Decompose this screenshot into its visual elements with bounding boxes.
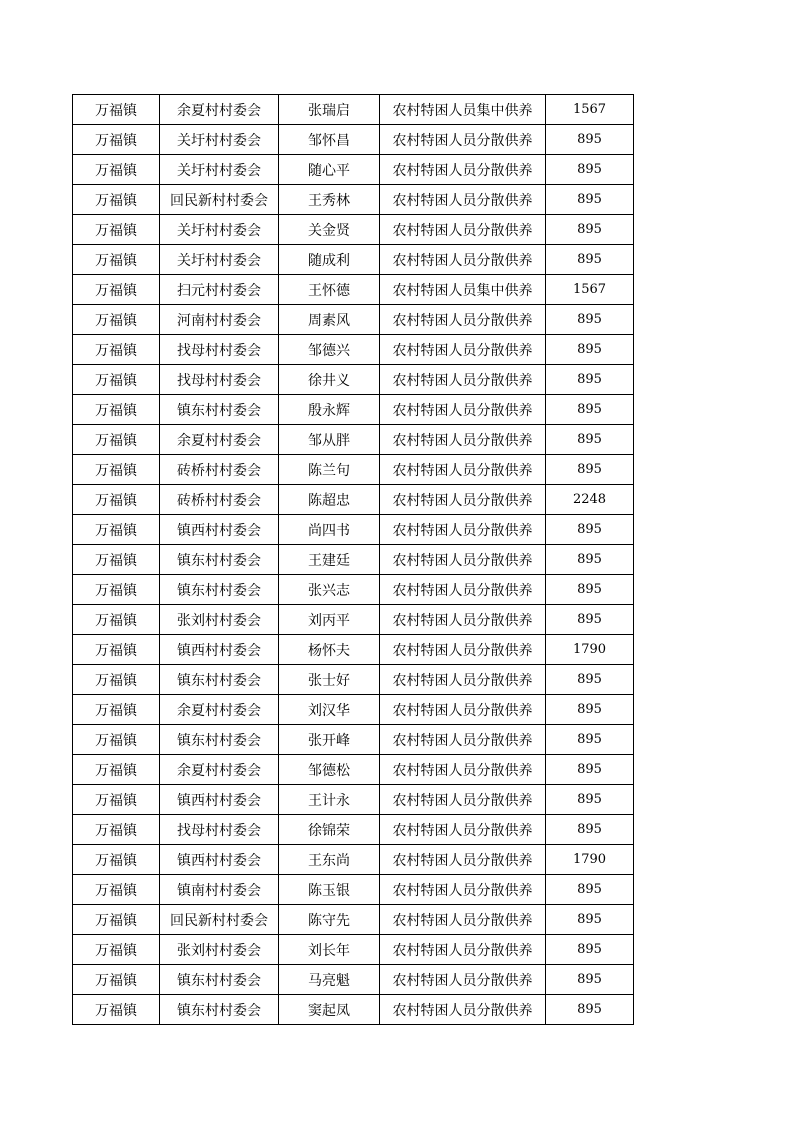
cell-name: 王怀德 — [279, 275, 380, 305]
cell-town: 万福镇 — [73, 845, 160, 875]
cell-support-type: 农村特困人员分散供养 — [380, 905, 546, 935]
table-row — [73, 935, 634, 965]
cell-town: 万福镇 — [73, 245, 160, 275]
cell-amount: 895 — [546, 995, 634, 1025]
cell-support-type: 农村特困人员分散供养 — [380, 785, 546, 815]
table-row — [73, 815, 634, 845]
cell-village: 关圩村村委会 — [160, 125, 279, 155]
cell-village: 镇东村村委会 — [160, 665, 279, 695]
cell-town: 万福镇 — [73, 605, 160, 635]
cell-name: 关金贤 — [279, 215, 380, 245]
cell-town: 万福镇 — [73, 455, 160, 485]
cell-name: 刘长年 — [279, 935, 380, 965]
table-row — [73, 95, 634, 125]
cell-amount: 895 — [546, 905, 634, 935]
cell-village: 砖桥村村委会 — [160, 485, 279, 515]
cell-name: 陈守先 — [279, 905, 380, 935]
table-row — [73, 275, 634, 305]
table-row — [73, 515, 634, 545]
cell-support-type: 农村特困人员分散供养 — [380, 215, 546, 245]
cell-amount: 895 — [546, 425, 634, 455]
cell-name: 窦起凤 — [279, 995, 380, 1025]
table-row — [73, 665, 634, 695]
cell-town: 万福镇 — [73, 755, 160, 785]
cell-village: 余夏村村委会 — [160, 755, 279, 785]
cell-amount: 895 — [546, 605, 634, 635]
cell-support-type: 农村特困人员分散供养 — [380, 425, 546, 455]
cell-village: 扫元村村委会 — [160, 275, 279, 305]
cell-support-type: 农村特困人员分散供养 — [380, 455, 546, 485]
cell-amount: 895 — [546, 755, 634, 785]
cell-support-type: 农村特困人员分散供养 — [380, 575, 546, 605]
cell-name: 徐井义 — [279, 365, 380, 395]
cell-amount: 895 — [546, 545, 634, 575]
cell-amount: 895 — [546, 965, 634, 995]
cell-support-type: 农村特困人员分散供养 — [380, 755, 546, 785]
cell-village: 张刘村村委会 — [160, 605, 279, 635]
cell-amount: 895 — [546, 395, 634, 425]
table-row — [73, 635, 634, 665]
cell-village: 镇东村村委会 — [160, 395, 279, 425]
cell-name: 邹德松 — [279, 755, 380, 785]
cell-amount: 895 — [546, 515, 634, 545]
cell-town: 万福镇 — [73, 95, 160, 125]
table-row — [73, 905, 634, 935]
table-row — [73, 215, 634, 245]
cell-town: 万福镇 — [73, 635, 160, 665]
cell-amount: 895 — [546, 935, 634, 965]
table-row — [73, 365, 634, 395]
cell-name: 周素风 — [279, 305, 380, 335]
cell-village: 找母村村委会 — [160, 335, 279, 365]
cell-town: 万福镇 — [73, 155, 160, 185]
cell-support-type: 农村特困人员分散供养 — [380, 605, 546, 635]
cell-name: 王建廷 — [279, 545, 380, 575]
cell-amount: 895 — [546, 305, 634, 335]
cell-village: 镇东村村委会 — [160, 965, 279, 995]
cell-town: 万福镇 — [73, 785, 160, 815]
cell-amount: 895 — [546, 725, 634, 755]
cell-name: 随心平 — [279, 155, 380, 185]
table-row — [73, 425, 634, 455]
cell-town: 万福镇 — [73, 935, 160, 965]
cell-village: 余夏村村委会 — [160, 425, 279, 455]
cell-support-type: 农村特困人员分散供养 — [380, 665, 546, 695]
cell-town: 万福镇 — [73, 395, 160, 425]
cell-support-type: 农村特困人员集中供养 — [380, 275, 546, 305]
cell-name: 徐锦荣 — [279, 815, 380, 845]
table-row — [73, 965, 634, 995]
table-row — [73, 605, 634, 635]
cell-support-type: 农村特困人员分散供养 — [380, 965, 546, 995]
cell-village: 镇东村村委会 — [160, 575, 279, 605]
cell-town: 万福镇 — [73, 275, 160, 305]
cell-name: 张兴志 — [279, 575, 380, 605]
cell-village: 回民新村村委会 — [160, 905, 279, 935]
cell-name: 张开峰 — [279, 725, 380, 755]
cell-name: 陈兰句 — [279, 455, 380, 485]
cell-support-type: 农村特困人员分散供养 — [380, 305, 546, 335]
cell-name: 王东尚 — [279, 845, 380, 875]
table-row — [73, 845, 634, 875]
cell-village: 镇南村村委会 — [160, 875, 279, 905]
cell-name: 邹从胖 — [279, 425, 380, 455]
cell-town: 万福镇 — [73, 575, 160, 605]
cell-village: 砖桥村村委会 — [160, 455, 279, 485]
cell-name: 尚四书 — [279, 515, 380, 545]
cell-support-type: 农村特困人员分散供养 — [380, 695, 546, 725]
cell-support-type: 农村特困人员分散供养 — [380, 245, 546, 275]
cell-town: 万福镇 — [73, 125, 160, 155]
cell-amount: 895 — [546, 575, 634, 605]
cell-village: 镇东村村委会 — [160, 995, 279, 1025]
cell-town: 万福镇 — [73, 485, 160, 515]
cell-name: 王计永 — [279, 785, 380, 815]
cell-village: 关圩村村委会 — [160, 155, 279, 185]
cell-town: 万福镇 — [73, 665, 160, 695]
cell-amount: 2248 — [546, 485, 634, 515]
cell-town: 万福镇 — [73, 425, 160, 455]
cell-village: 张刘村村委会 — [160, 935, 279, 965]
table-row — [73, 125, 634, 155]
cell-town: 万福镇 — [73, 545, 160, 575]
recipient-table-body — [73, 95, 634, 1025]
cell-name: 陈玉银 — [279, 875, 380, 905]
cell-support-type: 农村特困人员分散供养 — [380, 845, 546, 875]
table-row — [73, 335, 634, 365]
cell-amount: 1567 — [546, 95, 634, 125]
table-row — [73, 755, 634, 785]
table-row — [73, 995, 634, 1025]
cell-town: 万福镇 — [73, 695, 160, 725]
cell-support-type: 农村特困人员分散供养 — [380, 335, 546, 365]
cell-town: 万福镇 — [73, 365, 160, 395]
cell-support-type: 农村特困人员分散供养 — [380, 485, 546, 515]
cell-town: 万福镇 — [73, 515, 160, 545]
cell-town: 万福镇 — [73, 305, 160, 335]
cell-support-type: 农村特困人员分散供养 — [380, 125, 546, 155]
cell-amount: 1790 — [546, 635, 634, 665]
cell-village: 关圩村村委会 — [160, 245, 279, 275]
cell-town: 万福镇 — [73, 965, 160, 995]
cell-village: 回民新村村委会 — [160, 185, 279, 215]
cell-support-type: 农村特困人员分散供养 — [380, 815, 546, 845]
cell-village: 镇西村村委会 — [160, 785, 279, 815]
recipient-table — [72, 94, 634, 1025]
cell-support-type: 农村特困人员分散供养 — [380, 395, 546, 425]
cell-support-type: 农村特困人员分散供养 — [380, 995, 546, 1025]
cell-village: 关圩村村委会 — [160, 215, 279, 245]
cell-name: 杨怀夫 — [279, 635, 380, 665]
cell-village: 镇东村村委会 — [160, 545, 279, 575]
cell-name: 邹德兴 — [279, 335, 380, 365]
cell-town: 万福镇 — [73, 335, 160, 365]
cell-amount: 1567 — [546, 275, 634, 305]
cell-support-type: 农村特困人员分散供养 — [380, 725, 546, 755]
cell-village: 镇西村村委会 — [160, 845, 279, 875]
table-row — [73, 545, 634, 575]
cell-amount: 895 — [546, 455, 634, 485]
cell-amount: 895 — [546, 185, 634, 215]
cell-support-type: 农村特困人员分散供养 — [380, 545, 546, 575]
table-row — [73, 575, 634, 605]
cell-amount: 895 — [546, 815, 634, 845]
cell-amount: 895 — [546, 245, 634, 275]
cell-support-type: 农村特困人员分散供养 — [380, 185, 546, 215]
cell-town: 万福镇 — [73, 815, 160, 845]
table-row — [73, 785, 634, 815]
table-row — [73, 485, 634, 515]
cell-support-type: 农村特困人员分散供养 — [380, 875, 546, 905]
cell-amount: 1790 — [546, 845, 634, 875]
cell-town: 万福镇 — [73, 875, 160, 905]
cell-amount: 895 — [546, 215, 634, 245]
table-row — [73, 155, 634, 185]
cell-town: 万福镇 — [73, 995, 160, 1025]
cell-village: 找母村村委会 — [160, 815, 279, 845]
table-row — [73, 185, 634, 215]
cell-amount: 895 — [546, 335, 634, 365]
cell-amount: 895 — [546, 695, 634, 725]
cell-village: 镇西村村委会 — [160, 515, 279, 545]
table-row — [73, 725, 634, 755]
cell-amount: 895 — [546, 665, 634, 695]
cell-village: 找母村村委会 — [160, 365, 279, 395]
table-row — [73, 395, 634, 425]
cell-support-type: 农村特困人员分散供养 — [380, 515, 546, 545]
cell-village: 镇西村村委会 — [160, 635, 279, 665]
cell-village: 河南村村委会 — [160, 305, 279, 335]
cell-name: 刘汉华 — [279, 695, 380, 725]
cell-amount: 895 — [546, 875, 634, 905]
cell-name: 张士好 — [279, 665, 380, 695]
cell-name: 邹怀昌 — [279, 125, 380, 155]
table-row — [73, 695, 634, 725]
cell-amount: 895 — [546, 155, 634, 185]
cell-name: 刘丙平 — [279, 605, 380, 635]
cell-amount: 895 — [546, 785, 634, 815]
cell-town: 万福镇 — [73, 725, 160, 755]
cell-town: 万福镇 — [73, 215, 160, 245]
cell-village: 镇东村村委会 — [160, 725, 279, 755]
cell-name: 王秀林 — [279, 185, 380, 215]
cell-village: 余夏村村委会 — [160, 695, 279, 725]
cell-support-type: 农村特困人员集中供养 — [380, 95, 546, 125]
cell-town: 万福镇 — [73, 185, 160, 215]
table-row — [73, 305, 634, 335]
cell-amount: 895 — [546, 125, 634, 155]
cell-village: 余夏村村委会 — [160, 95, 279, 125]
cell-name: 马亮魁 — [279, 965, 380, 995]
cell-name: 殷永辉 — [279, 395, 380, 425]
table-row — [73, 875, 634, 905]
cell-support-type: 农村特困人员分散供养 — [380, 155, 546, 185]
cell-town: 万福镇 — [73, 905, 160, 935]
cell-name: 张瑞启 — [279, 95, 380, 125]
table-row — [73, 455, 634, 485]
cell-name: 随成利 — [279, 245, 380, 275]
cell-support-type: 农村特困人员分散供养 — [380, 635, 546, 665]
cell-amount: 895 — [546, 365, 634, 395]
cell-support-type: 农村特困人员分散供养 — [380, 935, 546, 965]
cell-name: 陈超忠 — [279, 485, 380, 515]
table-row — [73, 245, 634, 275]
cell-support-type: 农村特困人员分散供养 — [380, 365, 546, 395]
